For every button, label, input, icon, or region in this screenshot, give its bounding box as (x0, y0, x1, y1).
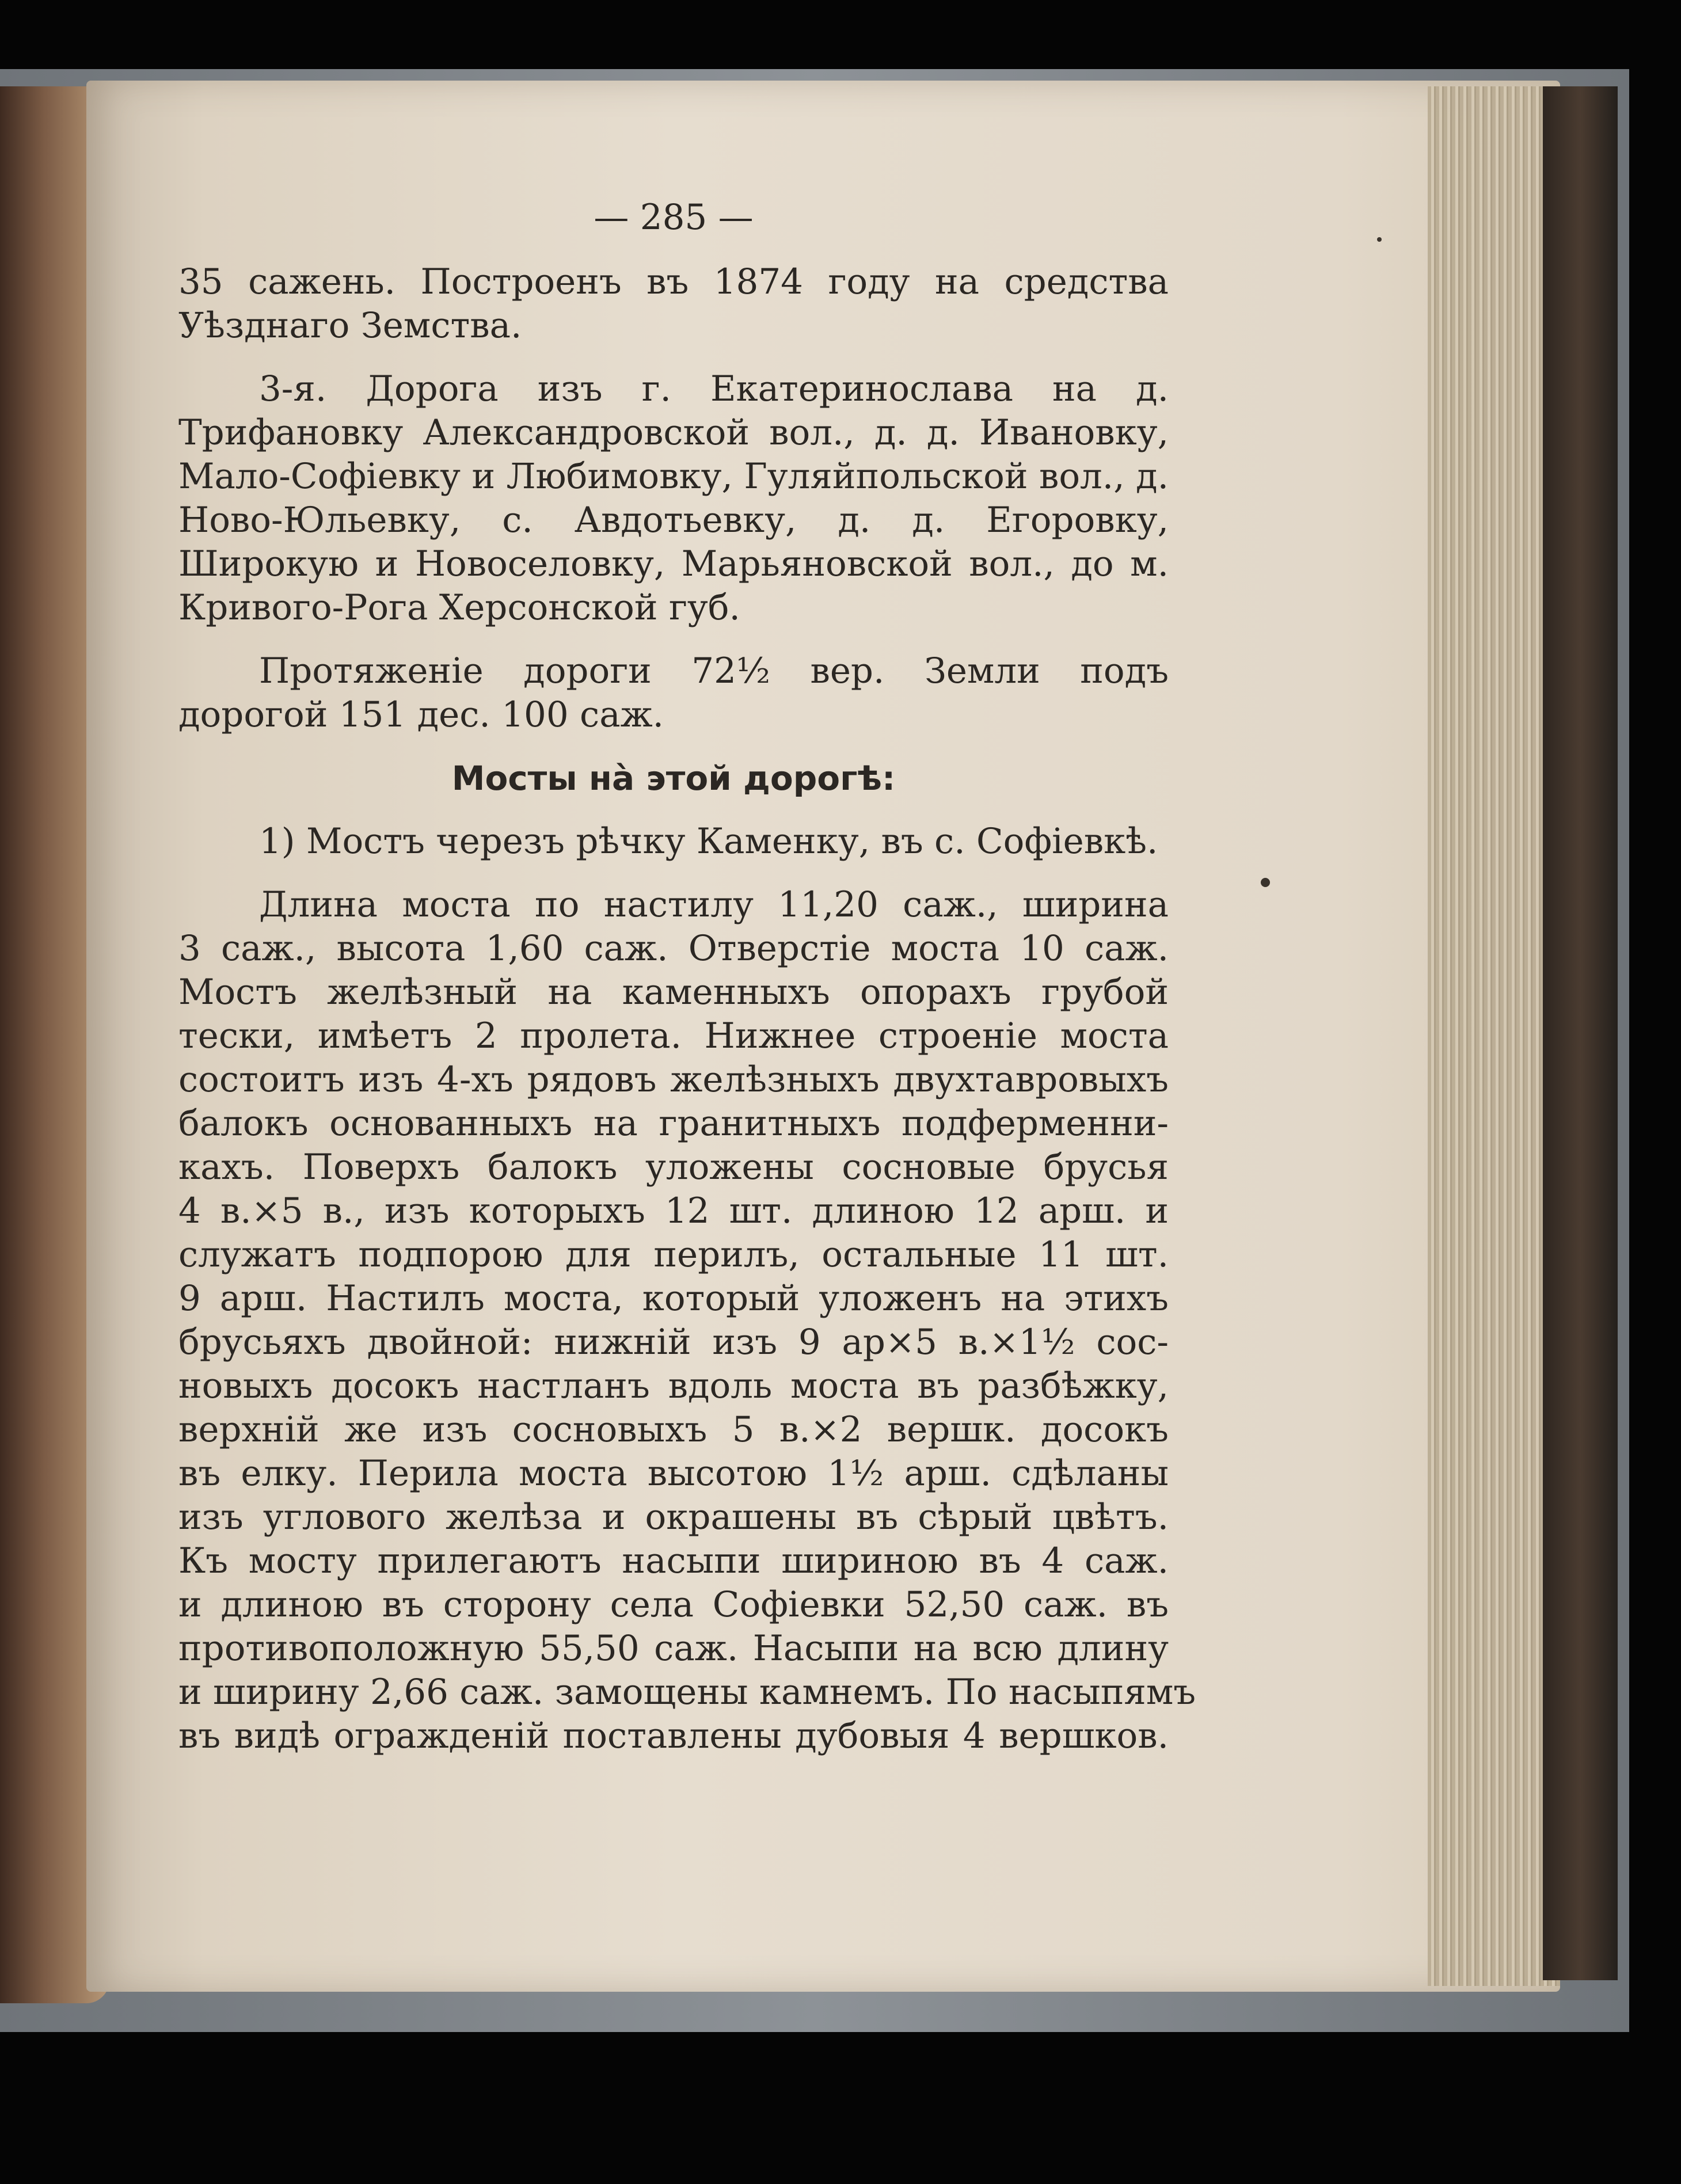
page-number: — 285 — (594, 197, 754, 238)
text-line: Длина моста по настилу 11,20 саж., ширина (259, 884, 1169, 925)
paragraph: 35 сажень. Построенъ въ 1874 году на средства Уѣзднаго Земства. (178, 261, 1169, 346)
book-cover-edge (1543, 86, 1618, 1980)
text-line: Къ мосту прилегаютъ насыпи шириною въ 4 саж. (178, 1540, 1169, 1581)
text-line: и длиною въ сторону села Софіевки 52,50 саж. въ (178, 1584, 1169, 1625)
text-line: 9 арш. Настилъ моста, который уложенъ на этихъ (178, 1278, 1169, 1319)
text-line: Мостъ желѣзный на каменныхъ опорахъ грубой (178, 972, 1169, 1013)
paragraph (178, 883, 1196, 1758)
text-line: въ елку. Перила моста высотою 1½ арш. сдѣланы (178, 1453, 1169, 1494)
paragraph: Протяженіе дороги 72½ вер. Земли подъ дорогой 151 дес. 100 саж. (178, 650, 1169, 735)
text-line: 4 в.×5 в., изъ которыхъ 12 шт. длиною 12 арш. и (178, 1190, 1169, 1231)
text-line: новыхъ досокъ настланъ вдоль моста въ разбѣжку, (178, 1365, 1169, 1406)
section-heading: Мосты на̀ этой дорогѣ: (451, 759, 896, 798)
text-line: изъ углового желѣза и окрашены въ сѣрый цвѣтъ. (178, 1497, 1169, 1538)
text-line: противоположную 55,50 саж. Насыпи на всю длину (178, 1628, 1169, 1669)
paragraph: 1) Мостъ черезъ рѣчку Каменку, въ с. Софіевкѣ. (259, 821, 1158, 862)
text-line: тески, имѣетъ 2 пролета. Нижнее строеніе моста (178, 1015, 1169, 1056)
text-line: верхній же изъ сосновыхъ 5 в.×2 вершк. досокъ (178, 1409, 1169, 1450)
speck-mark (1377, 237, 1382, 242)
text-line: балокъ основанныхъ на гранитныхъ подферменни- (178, 1103, 1169, 1144)
text-line: служатъ подпорою для перилъ, остальные 11 шт. (178, 1234, 1169, 1275)
page-stack-edge (1428, 86, 1560, 1986)
text-line: кахъ. Поверхъ балокъ уложены сосновые брусья (178, 1147, 1169, 1188)
text-line: брусьяхъ двойной: нижній изъ 9 ар×5 в.×1½ сос- (178, 1322, 1169, 1363)
text-line: въ видѣ огражденій поставлены дубовыя 4 вершков. (178, 1715, 1169, 1756)
text-line: 3 саж., высота 1,60 саж. Отверстіе моста 10 саж. (178, 928, 1169, 969)
text-line: состоитъ изъ 4-хъ рядовъ желѣзныхъ двухтавровыхъ (178, 1059, 1169, 1100)
paragraph: 3-я. Дорога изъ г. Екатеринослава на д. Трифановку Александровской вол., д. д. Ивановку, Мало-Софіевку и Любимовку, Гуляйпольской вол., д. Ново-Юльевку, с. Авдотьевку, д. д. Егоровку, Широкую и Новоселовку, Марьяновской вол., до м. Кривого-Рога Херсонской губ. (178, 368, 1169, 628)
page-text (178, 196, 1196, 1778)
text-line: и ширину 2,66 саж. замощены камнемъ. По насыпямъ (178, 1672, 1196, 1713)
speck-mark (1261, 878, 1270, 887)
